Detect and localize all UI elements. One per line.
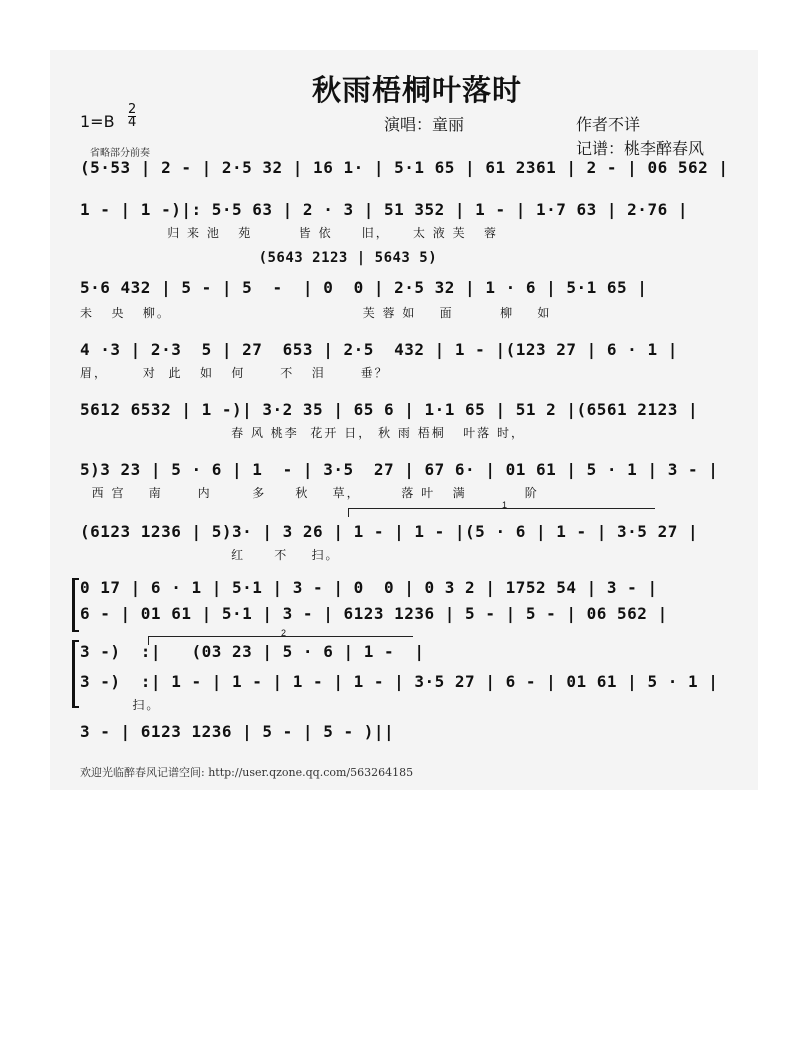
score-line-12: 3 -) :| 1 - | 1 - | 1 - | 1 - | 3·5 27 | 6 - | 01 61 | 5 · 1 | xyxy=(80,672,719,691)
score-line-11: 3 -) :| (03 23 | 5 · 6 | 1 - | xyxy=(80,642,425,661)
performer-label: 演唱：童丽 xyxy=(384,115,465,134)
score-line-2: 1 - | 1 -)|: 5·5 63 | 2 · 3 | 51 352 | 1 - | 1·7 63 | 2·76 | xyxy=(80,200,688,219)
lyrics-line-7: 西 宫 南 内 多 秋 草， 落 叶 满 阶 xyxy=(80,486,539,500)
lyrics-line-4: 未 央 柳。 芙 蓉 如 面 柳 如 xyxy=(80,306,552,320)
score-line-6: 5612 6532 | 1 -)| 3·2 35 | 65 6 | 1·1 65 | 51 2 |(6561 2123 | xyxy=(80,400,699,419)
lyrics-line-8: 红 不 扫。 xyxy=(80,548,340,562)
system-brace-1 xyxy=(72,578,79,632)
transcriber-label: 记谱：桃李醉春风 xyxy=(576,139,705,158)
score-line-5: 4 ·3 | 2·3 5 | 27 653 | 2·5 432 | 1 - |(123 27 | 6 · 1 | xyxy=(80,340,678,359)
system-brace-2 xyxy=(72,640,79,708)
time-signature: 2 4 xyxy=(128,102,137,130)
score-line-4: 5·6 432 | 5 - | 5 - | 0 0 | 2·5 32 | 1 · 6 | 5·1 65 | xyxy=(80,278,648,297)
score-line-13: 3 - | 6123 1236 | 5 - | 5 - )|| xyxy=(80,722,395,741)
lyrics-line-12: 扫。 xyxy=(80,698,161,712)
score-sheet xyxy=(50,50,758,790)
score-line-10: 6 - | 01 61 | 5·1 | 3 - | 6123 1236 | 5 - | 5 - | 06 562 | xyxy=(80,604,668,623)
footer-credit: 欢迎光临醉春风记谱空间: http://user.qzone.qq.com/563264185 xyxy=(80,766,414,779)
score-line-1: (5·53 | 2 - | 2·5 32 | 16 1· | 5·1 65 | 61 2361 | 2 - | 06 562 | xyxy=(80,158,729,177)
volta-bracket-1: 1 xyxy=(348,508,655,517)
composer-label: 作者不详 xyxy=(576,115,641,134)
lyrics-line-6: 春 风 桃李 花开 日， 秋 雨 梧桐 叶落 时， xyxy=(80,426,525,440)
lyrics-line-2: 归 来 池 苑 皆 依 旧， 太 液 芙 蓉 xyxy=(80,226,499,240)
volta-bracket-2: 2 xyxy=(148,636,413,645)
intro-note: 省略部分前奏 xyxy=(90,148,150,159)
score-line-3: (5643 2123 | 5643 5) xyxy=(80,250,438,266)
score-line-8: (6123 1236 | 5)3· | 3 26 | 1 - | 1 - |(5 · 6 | 1 - | 3·5 27 | xyxy=(80,522,699,541)
lyrics-line-5: 眉， 对 此 如 何 不 泪 垂？ xyxy=(80,366,389,380)
song-title: 秋雨梧桐叶落时 xyxy=(312,73,523,107)
key-signature: 1=B xyxy=(80,112,115,131)
score-line-9: 0 17 | 6 · 1 | 5·1 | 3 - | 0 0 | 0 3 2 | 1752 54 | 3 - | xyxy=(80,578,658,597)
score-line-7: 5)3 23 | 5 · 6 | 1 - | 3·5 27 | 67 6· | 01 61 | 5 · 1 | 3 - | xyxy=(80,460,719,479)
